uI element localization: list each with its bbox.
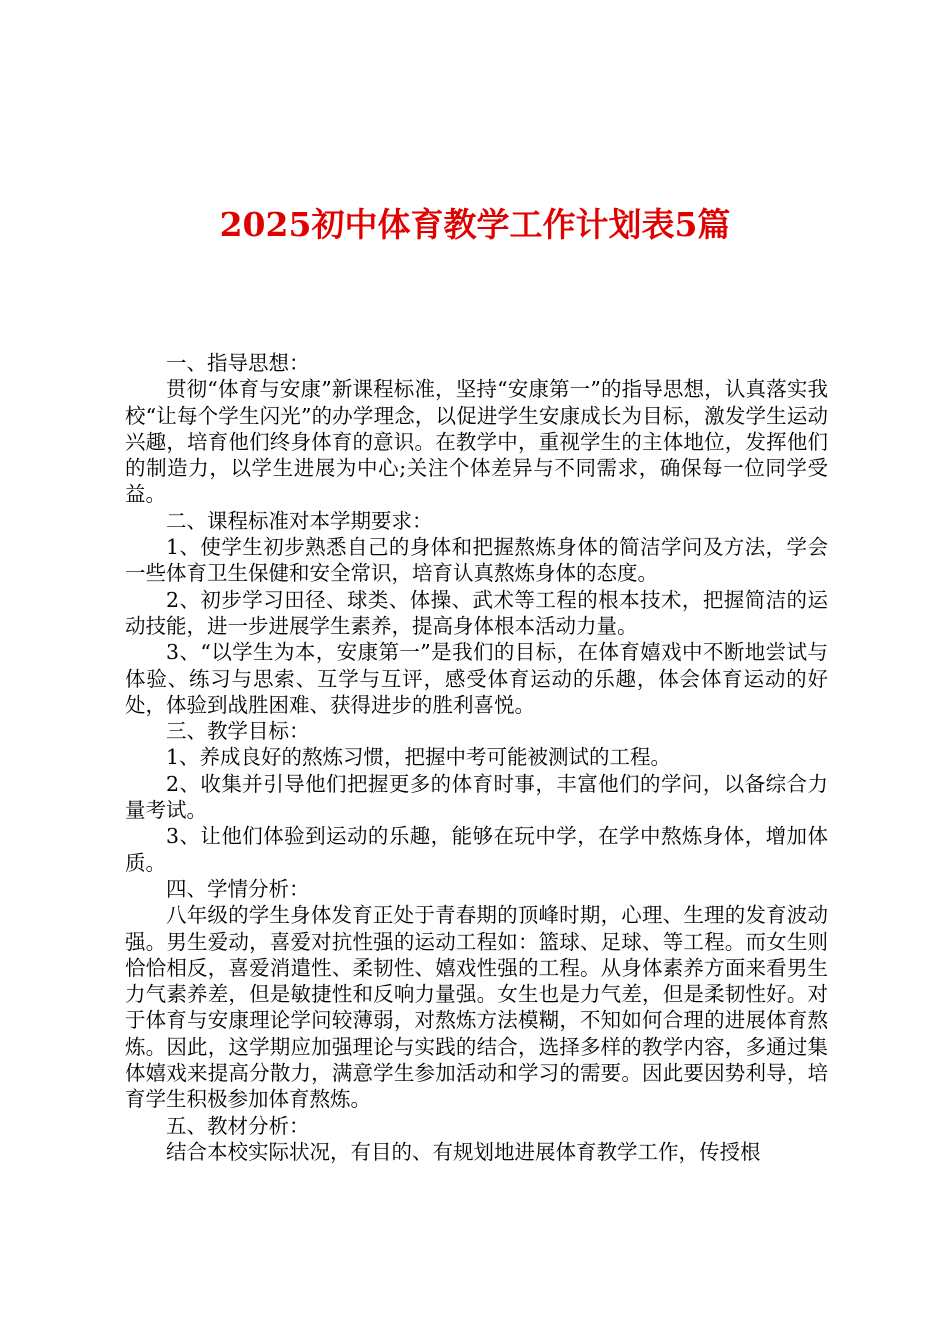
heading-guiding-ideology: 一、指导思想： bbox=[166, 351, 310, 375]
paragraph-textbook-analysis: 结合本校实际状况，有目的、有规划地进展体育教学工作，传授根 bbox=[166, 1139, 761, 1164]
heading-teaching-goals: 三、教学目标： bbox=[166, 719, 310, 744]
paragraph-guiding-ideology: 贯彻“体育与安康”新课程标准，坚持“安康第一”的指导思想，认真落实我校“让每个学生闪光”的办学理念，以促进学生安康成长为目标，激发学生运动兴趣，培育他们终身体育的意识。在教学中，重视学生的主体地位，发挥他们的制造力，以学生进展为中心;关注个体差异与不同需求，确保每一位同学受益。 bbox=[125, 377, 828, 507]
paragraph-requirement-1: 1、使学生初步熟悉自己的身体和把握熬炼身体的简洁学问及方法，学会一些体育卫生保健和安全常识，培育认真熬炼身体的态度。 bbox=[125, 535, 828, 586]
heading-student-analysis: 四、学情分析： bbox=[166, 876, 310, 901]
heading-curriculum-requirements: 二、课程标准对本学期要求： bbox=[166, 508, 433, 533]
heading-textbook-analysis: 五、教材分析： bbox=[166, 1113, 310, 1138]
paragraph-goal-2: 2、收集并引导他们把握更多的体育时事，丰富他们的学问，以备综合力量考试。 bbox=[125, 771, 828, 823]
paragraph-goal-3: 3、让他们体验到运动的乐趣，能够在玩中学，在学中熬炼身体，增加体质。 bbox=[125, 824, 828, 875]
document-title: 2025初中体育教学工作计划表5篇 bbox=[219, 205, 731, 244]
paragraph-student-analysis: 八年级的学生身体发育正处于青春期的顶峰时期，心理、生理的发育波动强。男生爱动，喜爱对抗性强的运动工程如：篮球、足球、等工程。而女生则恰恰相反，喜爱消遣性、柔韧性、嬉戏性强的工程。从身体素养方面来看男生力气素养差，但是敏捷性和反响力量强。女生也是力气差，但是柔韧性好。对于体育与安康理论学问较薄弱，对熬炼方法模糊，不知如何合理的进展体育熬炼。因此，这学期应加强理论与实践的结合，选择多样的教学内容，多通过集体嬉戏来提高分散力，满意学生参加活动和学习的需要。因此要因势利导，培育学生积极参加体育熬炼。 bbox=[125, 903, 828, 1112]
paragraph-goal-1: 1、养成良好的熬炼习惯，把握中考可能被测试的工程。 bbox=[166, 745, 672, 770]
document-body bbox=[125, 350, 828, 1165]
paragraph-requirement-2: 2、初步学习田径、球类、体操、武术等工程的根本技术，把握简洁的运动技能，进一步进展学生素养，提高身体根本活动力量。 bbox=[125, 587, 828, 638]
paragraph-requirement-3: 3、“以学生为本，安康第一”是我们的目标，在体育嬉戏中不断地尝试与体验、练习与思索、互学与互评，感受体育运动的乐趣，体会体育运动的好处，体验到战胜困难、获得进步的胜利喜悦。 bbox=[125, 640, 828, 717]
